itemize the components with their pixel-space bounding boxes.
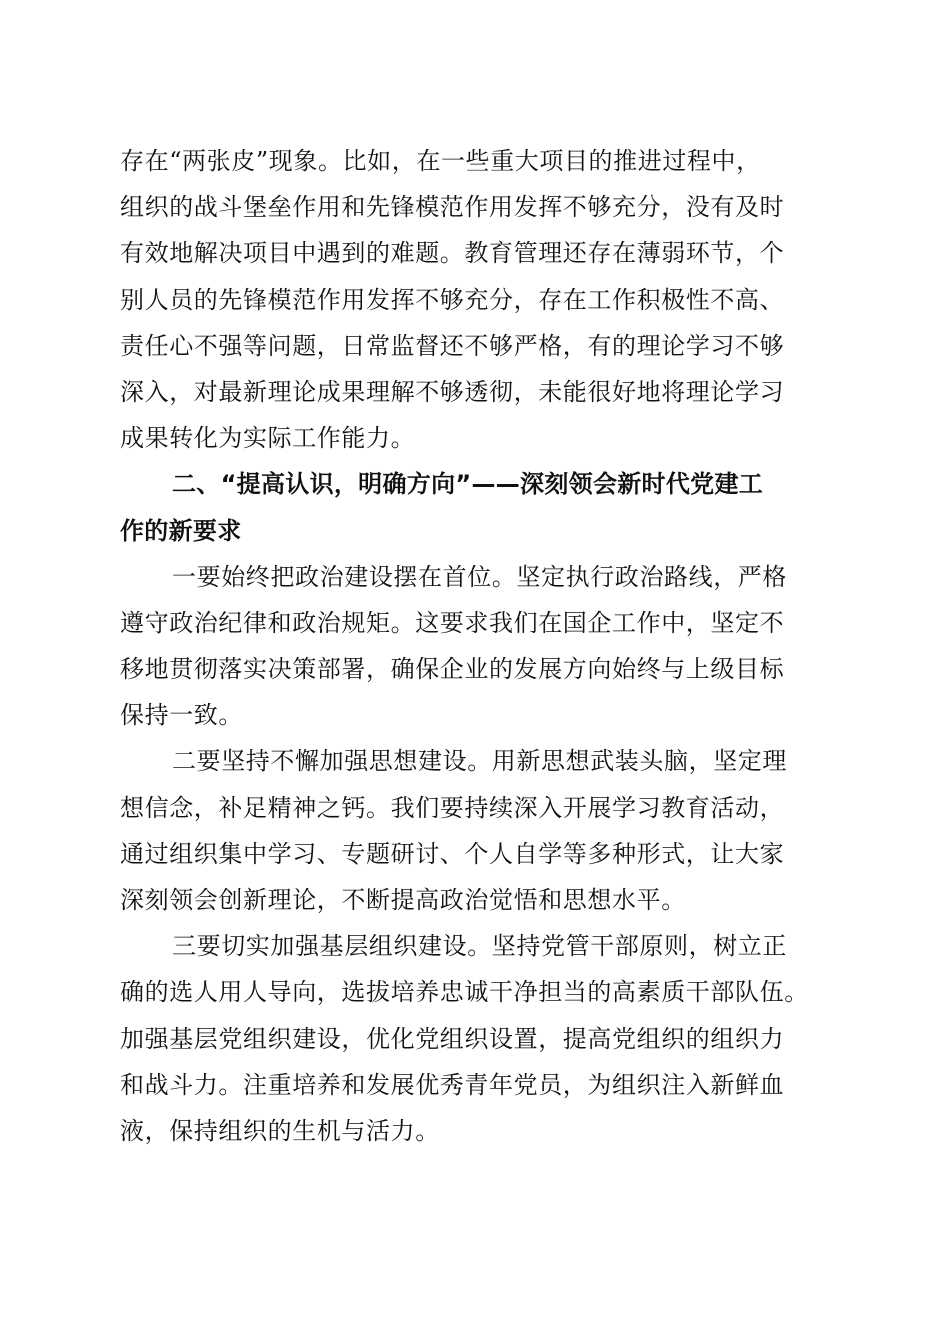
text-line: 三要切实加强基层组织建设。坚持党管干部原则，树立正 xyxy=(172,932,787,961)
text-line: 二要坚持不懈加强思想建设。用新思想武装头脑，坚定理 xyxy=(172,747,787,776)
text-line: 液，保持组织的生机与活力。 xyxy=(120,1116,440,1145)
text-line: 成果转化为实际工作能力。 xyxy=(120,424,416,453)
text-line: 别人员的先锋模范作用发挥不够充分，存在工作积极性不高、 xyxy=(120,285,785,314)
text-line: 一要始终把政治建设摆在首位。坚定执行政治路线，严格 xyxy=(172,562,787,591)
text-line: 通过组织集中学习、专题研讨、个人自学等多种形式，让大家 xyxy=(120,839,785,868)
paragraph-organization-building xyxy=(120,923,830,1154)
text-line: 遵守政治纪律和政治规矩。这要求我们在国企工作中，坚定不 xyxy=(120,608,785,637)
text-line: 移地贯彻落实决策部署，确保企业的发展方向始终与上级目标 xyxy=(120,655,785,684)
text-line: 深刻领会创新理论，不断提高政治觉悟和思想水平。 xyxy=(120,886,686,914)
heading-line: 二、“提高认识，明确方向”——深刻领会新时代党建工 xyxy=(172,470,764,499)
section-heading xyxy=(120,461,830,553)
text-line: 加强基层党组织建设，优化党组织设置，提高党组织的组织力 xyxy=(120,1024,785,1053)
text-line: 确的选人用人导向，选拔培养忠诚干净担当的高素质干部队伍。 xyxy=(120,978,809,1007)
text-line: 责任心不强等问题，日常监督还不够严格，有的理论学习不够 xyxy=(120,331,785,360)
text-line: 组织的战斗堡垒作用和先锋模范作用发挥不够充分，没有及时 xyxy=(120,193,785,222)
text-line: 和战斗力。注重培养和发展优秀青年党员，为组织注入新鲜血 xyxy=(120,1070,785,1099)
paragraph-political-building xyxy=(120,554,830,739)
text-line: 有效地解决项目中遇到的难题。教育管理还存在薄弱环节，个 xyxy=(120,239,785,268)
document-body xyxy=(120,138,830,1154)
heading-line: 作的新要求 xyxy=(120,516,242,545)
text-line: 保持一致。 xyxy=(120,701,243,730)
text-line: 存在“两张皮”现象。比如，在一些重大项目的推进过程中， xyxy=(120,147,761,175)
text-line: 想信念，补足精神之钙。我们要持续深入开展学习教育活动， xyxy=(120,793,785,822)
text-line: 深入，对最新理论成果理解不够透彻，未能很好地将理论学习 xyxy=(120,377,785,406)
paragraph-ideological-building xyxy=(120,738,830,923)
paragraph-continued xyxy=(120,138,830,461)
